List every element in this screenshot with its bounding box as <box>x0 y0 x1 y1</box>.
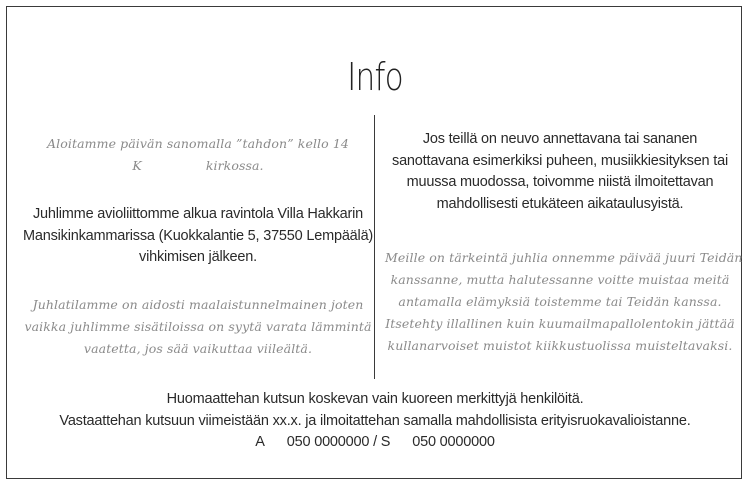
ceremony-line-2 <box>23 155 373 177</box>
program-line-4: mahdollisesti etukäteen aikataulusyistä. <box>436 195 684 212</box>
venue-line-3: vaatetta, jos sää vaikuttaa viileältä. <box>83 341 313 356</box>
gifts-line-1: Meille on tärkeintä juhlia onnemme päivää juuri Teidän <box>385 250 743 265</box>
venue-line-1: Juhlatilamme on aidosti maalaistunnelmainen joten <box>32 297 364 312</box>
gifts-line-3: antamalla elämyksiä toistemme tai Teidän kanssa. <box>398 294 722 309</box>
ceremony-church-initial: K <box>132 158 142 173</box>
reception-line-1: Juhlimme avioliittomme alkua ravintola Villa Hakkarin <box>32 206 363 222</box>
gifts-line-4: Itsetehty illallinen kuin kuumailmapallolentokin jättää <box>385 316 735 331</box>
program-line-3: muussa muodossa, toivomme niistä ilmoitettavan <box>406 174 714 190</box>
gifts-line-5: kullanarvoiset muistot kiikkustuolissa muisteltavaksi. <box>387 338 733 353</box>
page-title: Info <box>347 55 403 99</box>
venue-line-2: vaikka juhlimme sisätiloissa on syytä varata lämmintä <box>24 319 372 334</box>
info-card <box>6 6 742 479</box>
contact-a-phone: 050 0000000 / S <box>286 434 391 450</box>
reception-paragraph <box>23 204 373 269</box>
reception-line-2: Mansikinkammarissa (Kuokkalantie 5, 37550 Lempäälä) <box>23 227 374 244</box>
contact-a-label: A <box>255 434 265 450</box>
venue-paragraph <box>23 294 373 360</box>
footer-line-1: Huomaattehan kutsun koskevan vain kuoreen merkittyjä henkilöitä. <box>166 391 584 407</box>
footer-notes <box>7 389 743 454</box>
gifts-line-2: kanssanne, mutta halutessanne voitte muistaa meitä <box>390 272 730 287</box>
ceremony-church-suffix: kirkossa. <box>205 158 264 173</box>
contact-line <box>7 432 743 454</box>
program-line-1: Jos teillä on neuvo annettavana tai sananen <box>422 131 698 147</box>
contact-s-phone: 050 0000000 <box>412 434 495 450</box>
ceremony-paragraph <box>23 133 373 177</box>
column-divider <box>374 115 375 379</box>
ceremony-line-1: Aloitamme päivän sanomalla ”tahdon” kello 14 <box>47 136 349 151</box>
footer-line-2: Vastaattehan kutsuun viimeistään xx.x. ja ilmoitattehan samalla mahdollisista erityisruokavalioistanne. <box>59 412 691 429</box>
reception-line-3: vihkimisen jälkeen. <box>139 249 257 265</box>
gifts-paragraph <box>385 247 743 357</box>
program-paragraph <box>385 129 735 215</box>
program-line-2: sanottavana esimerkiksi puheen, musiikkiesityksen tai <box>392 152 728 169</box>
